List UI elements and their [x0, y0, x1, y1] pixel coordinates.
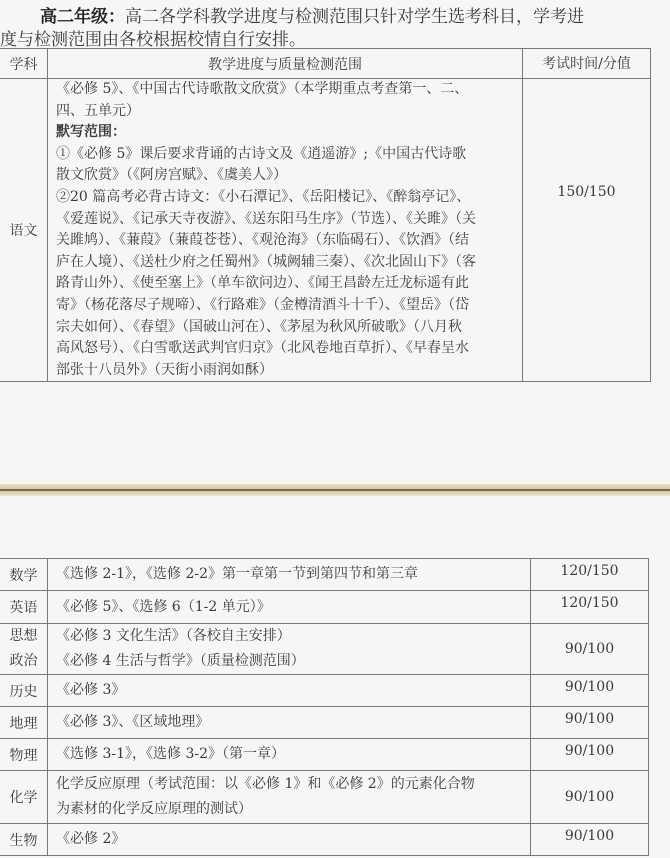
content-line: 为素材的化学反应原理的测试）	[56, 801, 252, 817]
score-cell: 150/150	[523, 79, 651, 382]
content-line: 四、五单元）	[56, 102, 140, 119]
score-cell: 90/100	[531, 824, 649, 856]
content-cell	[48, 79, 523, 382]
content-line: 《选修 3-1》，《选修 3-2》（第一章）	[56, 746, 285, 762]
content-line: 《必修 3 文化生活》（各校自主安排）	[56, 628, 291, 644]
table-row	[0, 824, 649, 856]
header-score: 考试时间/分值	[523, 49, 651, 79]
intro-text: 高二各学科教学进度与检测范围只针对学生选考科目，学考进	[125, 7, 584, 27]
content-line: 《选修 2-1》，《选修 2-2》第一章第一节到第四节和第三章	[56, 566, 418, 582]
content-cell	[48, 559, 531, 591]
table-row	[0, 771, 649, 824]
header-row	[0, 49, 651, 79]
subject-cell: 英语	[0, 591, 48, 624]
content-line: 路青山外）、《使至塞上》（单车欲问边）、《闻王昌龄左迁龙标遥有此	[56, 275, 469, 292]
table-row	[0, 675, 649, 707]
content-line: 散文欣赏》（《阿房宫赋》、《虞美人》）	[56, 167, 287, 184]
header-subject: 学科	[0, 49, 48, 79]
content-cell	[48, 824, 531, 856]
subject-cell: 地理	[0, 707, 48, 739]
content-line: 部张十八员外》（天街小雨润如酥）	[56, 361, 273, 378]
subject-cell: 物理	[0, 739, 48, 771]
subject-cell	[0, 624, 48, 675]
content-cell	[48, 771, 531, 824]
bottom-table	[0, 558, 649, 856]
score-cell: 90/100	[531, 624, 649, 675]
intro-line-1	[40, 2, 584, 27]
score-cell: 120/150	[531, 591, 649, 624]
subject-cell: 化学	[0, 771, 48, 824]
table-row	[0, 79, 651, 382]
content-line: 默写范围：	[56, 124, 126, 141]
page-divider	[0, 484, 670, 496]
content-line: 庐在人境）、《送杜少府之任蜀州》（城阙辅三秦）、《次北固山下》（客	[56, 253, 476, 270]
top-table	[0, 48, 651, 382]
content-line: 寄》（杨花落尽子规啼）、《行路难》（金樽清酒斗十千）、《望岳》（岱	[56, 296, 469, 313]
content-line: 关雎鸠）、《蒹葭》（蒹葭苍苍）、《观沧海》（东临碣石）、《饮酒》（结	[56, 232, 469, 249]
content-line: 《必修 5》、《中国古代诗歌散文欣赏》（本学期重点考查第一、二、	[56, 81, 469, 97]
table-row	[0, 591, 649, 624]
content-line: 化学反应原理（考试范围：以《必修 1》和《必修 2》的元素化合物	[56, 776, 475, 792]
subject-cell: 生物	[0, 824, 48, 856]
content-cell	[48, 591, 531, 624]
content-cell	[48, 675, 531, 707]
content-line: 《必修 2》	[56, 831, 126, 847]
content-line: 《必修 5》、《选修 6（1-2 单元）》	[56, 598, 271, 615]
score-cell: 120/150	[531, 559, 649, 591]
table-row	[0, 559, 649, 591]
subject-cell: 数学	[0, 559, 48, 591]
content-line: 高风怒号）、《白雪歌送武判官归京》（北风卷地百草折）、《早春呈水	[56, 340, 469, 357]
content-cell	[48, 624, 531, 675]
content-cell	[48, 707, 531, 739]
content-line: 《必修 3》、《区域地理》	[56, 714, 210, 730]
content-line: 《爱莲说》、《记承天寺夜游》、《送东阳马生序》（节选）、《关雎》（关	[56, 210, 476, 227]
intro-line-2: 度与检测范围由各校根据校情自行安排。	[0, 30, 306, 50]
score-cell: 90/100	[531, 771, 649, 824]
content-cell	[48, 739, 531, 771]
table-row	[0, 739, 649, 771]
subject-text: 思想政治	[9, 628, 38, 669]
score-cell: 90/100	[531, 675, 649, 707]
grade-label: 高二年级：	[40, 7, 125, 27]
subject-cell: 历史	[0, 675, 48, 707]
table-row	[0, 707, 649, 739]
subject-cell: 语文	[0, 79, 48, 382]
score-cell: 90/100	[531, 739, 649, 771]
header-content: 教学进度与质量检测范围	[48, 49, 523, 79]
content-line: 宗夫如何）、《春望》（国破山河在）、《茅屋为秋风所破歌》（八月秋	[56, 318, 462, 335]
content-line: 《必修 3》	[56, 682, 126, 698]
score-cell: 90/100	[531, 707, 649, 739]
content-line: 《必修 4 生活与哲学》（质量检测范围）	[56, 653, 305, 669]
content-line: ①《必修 5》课后要求背诵的古诗文及《逍遥游》;《中国古代诗歌	[56, 145, 467, 162]
content-line: ②20 篇高考必背古诗文：《小石潭记》、《岳阳楼记》、《醉翁亭记》、	[56, 188, 471, 205]
table-row	[0, 624, 649, 675]
